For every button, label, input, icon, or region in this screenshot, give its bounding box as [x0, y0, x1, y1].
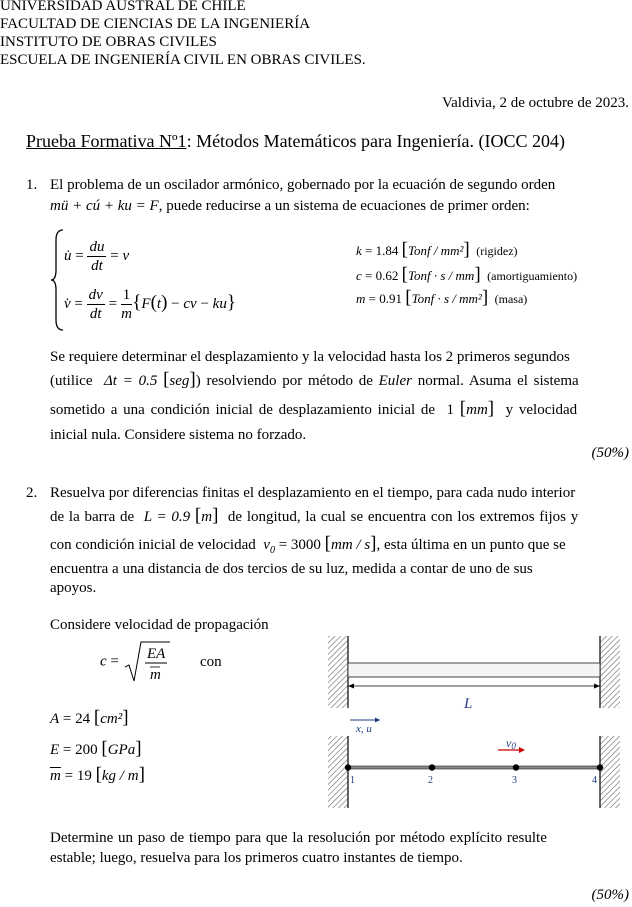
problem1-para-line4: inicial nula. Considere sistema no forzado.: [50, 427, 307, 443]
node-label-2: 2: [428, 775, 433, 786]
problem1-para-line1: Se requiere determinar el desplazamiento y la velocidad hasta los 2 primeros segundos: [50, 349, 570, 365]
property-A: A = 24 [cm²]: [50, 707, 129, 728]
header-institute: INSTITUTO DE OBRAS CIVILES: [0, 34, 217, 50]
problem1-number: 1.: [26, 177, 38, 193]
right-support-top: [600, 636, 620, 708]
date: Valdivia, 2 de octubre de 2023.: [441, 95, 629, 111]
problem1-para-line2: (utilice Δt = 0.5 [seg]) resolviendo por método de Euler normal. Asuma el sistema: [50, 369, 579, 390]
node-label-3: 3: [512, 775, 517, 786]
equation-v-dot: v̇ = $\frac{dv}{dt}$ = $\frac{1}{m}$ {F(t) − cv − ku}: [64, 287, 236, 322]
node-3: [513, 764, 519, 770]
problem1-intro-line2: mü + cú + ku = F, puede reducirse a un sistema de ecuaciones de primer orden:: [50, 198, 530, 214]
property-mbar: $\overline{m} = 19$ [kg / m]: [50, 764, 145, 785]
problem2-line5: apoyos.: [50, 580, 97, 596]
problem1-score: (50%): [591, 445, 629, 461]
title-course: : Métodos Matemáticos para Ingeniería. (IOCC 204): [186, 131, 565, 151]
param-k: k = 1.84 [Tonf / mm²] (rigidez): [356, 239, 518, 260]
header-university: UNIVERSIDAD AUSTRAL DE CHILE: [0, 0, 246, 14]
problem2-line4: encuentra a una distancia de dos tercios de su luz, medida a contar de uno de sus: [50, 561, 533, 577]
title-exam: Prueba Formativa Nº1: [26, 131, 187, 151]
param-m: m = 0.91 [Tonf · s / mm²] (masa): [356, 287, 528, 308]
problem2-line2: de la barra de L = 0.9 [m] de longitud, la cual se encuentra con los extremos fijos y: [50, 505, 579, 526]
node-label-4: 4: [592, 775, 597, 786]
problem2-score: (50%): [591, 887, 629, 903]
problem2-number: 2.: [26, 485, 38, 501]
propagation-formula: c = EA m: [100, 639, 171, 685]
problem2-final-line2: estable; luego, resuelva para los primeros cuatro instantes de tiempo.: [50, 850, 463, 866]
beam-body: [348, 663, 600, 677]
velocity-label: v0: [506, 736, 516, 751]
node-2: [429, 764, 435, 770]
node-label-1: 1: [350, 775, 355, 786]
svg-text:EA: EA: [146, 646, 165, 662]
bar-line: [348, 766, 600, 769]
property-E: E = 200 [GPa]: [50, 738, 142, 759]
problem2-line3: con condición inicial de velocidad $v_0 = 3000$ [mm / s], esta última en un punto que se: [50, 533, 566, 556]
page-title: [26, 131, 565, 152]
top-beam: [328, 636, 620, 712]
beam-figure: [320, 628, 632, 810]
beam-length-label: L: [464, 696, 473, 712]
param-c: c = 0.62 [Tonf · s / mm] (amortiguamiento): [356, 264, 578, 285]
header-faculty: FACULTAD DE CIENCIAS DE LA INGENIERÍA: [0, 16, 311, 32]
problem1-intro-line1: El problema de un oscilador armónico, gobernado por la ecuación de segundo orden: [50, 177, 556, 193]
node-1: [345, 764, 351, 770]
right-support-bottom: [600, 736, 620, 808]
discretized-bar: [328, 718, 620, 809]
ode-equation: mü + cú + ku = F: [50, 198, 159, 214]
equation-u-dot: u̇ = $\frac{du}{dt}$ = v: [64, 239, 130, 274]
con-label: con: [200, 654, 222, 670]
axis-label: x, u: [356, 723, 372, 735]
header-school: ESCUELA DE INGENIERÍA CIVIL EN OBRAS CIVILES.: [0, 52, 366, 68]
left-support-top: [328, 636, 348, 708]
problem1-para-line3: sometido a una condición inicial de desplazamiento inicial de 1 [mm] y velocidad: [50, 398, 578, 419]
problem2-final-line1: Determine un paso de tiempo para que la resolución por método explícito resulte: [50, 830, 547, 846]
left-support-bottom: [328, 736, 348, 808]
node-4: [597, 764, 603, 770]
propagation-label: Considere velocidad de propagación: [50, 617, 269, 633]
svg-text:m: m: [149, 667, 161, 683]
problem2-line1: Resuelva por diferencias finitas el desplazamiento en el tiempo, para cada nudo interior: [50, 485, 576, 501]
